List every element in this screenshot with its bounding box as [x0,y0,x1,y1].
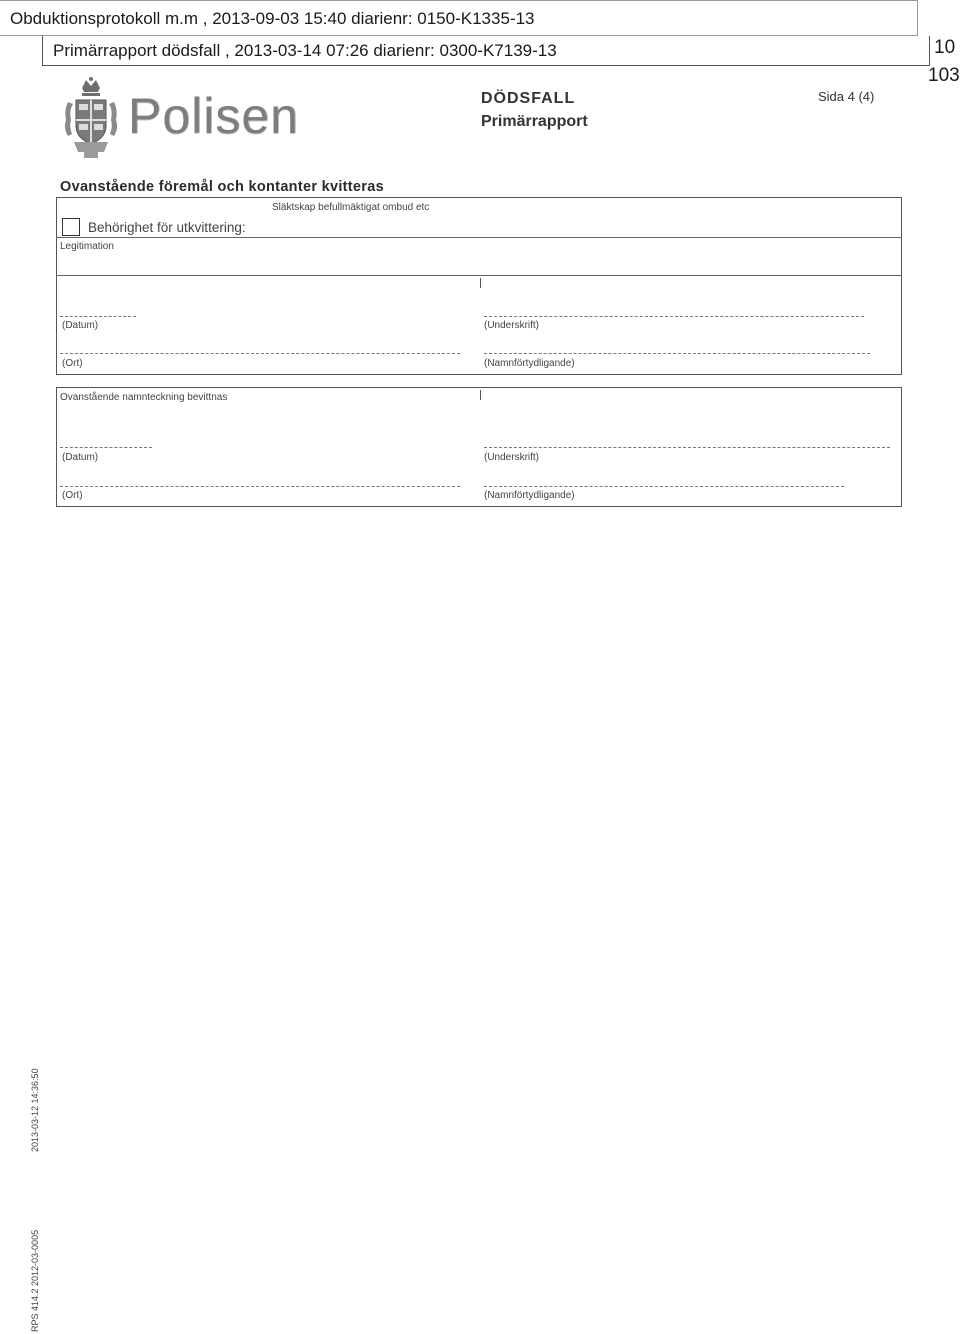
signature-line [484,316,864,317]
receipt-name-label: (Namnförtydligande) [484,358,575,369]
divider [480,278,481,288]
divider [56,237,902,238]
witness-date-label: (Datum) [62,452,99,463]
police-crest-icon [60,76,122,160]
page-indicator: Sida 4 (4) [818,89,875,104]
document-header-report: Primärrapport dödsfall , 2013-03-14 07:26 diarienr: 0300-K7139-13 [42,36,930,66]
place-signature-line [60,486,460,487]
receipt-signature-label: (Underskrift) [484,320,540,331]
margin-timestamp: 2013-03-12 14:36:50 [30,1068,40,1152]
authority-checkbox[interactable] [62,218,80,236]
document-subtitle: Primärrapport [481,113,588,130]
authority-hint: Släktskap befullmäktigat ombud etc [272,202,430,213]
witness-signature-label: (Underskrift) [484,452,540,463]
polisen-logo-text: Polisen [128,88,299,144]
date-signature-line [60,447,152,448]
document-type: DÖDSFALL [481,90,576,107]
receipt-place-label: (Ort) [62,358,83,369]
witness-name-label: (Namnförtydligande) [484,490,575,501]
id-label: Legitimation [60,241,114,252]
date-signature-line [60,316,136,317]
divider [480,390,481,400]
place-signature-line [60,353,460,354]
receipt-date-label: (Datum) [62,320,99,331]
divider [56,275,902,276]
receipt-section-title: Ovanstående föremål och kontanter kvitteras [60,179,384,195]
witness-section-title: Ovanstående namnteckning bevittnas [60,392,228,403]
name-signature-line [484,486,844,487]
page-number-secondary: 103 [928,65,960,86]
signature-line [484,447,890,448]
margin-form-code: RPS 414.2 2012-03-0005 [30,1229,40,1332]
name-signature-line [484,353,870,354]
witness-place-label: (Ort) [62,490,83,501]
authority-label: Behörighet för utkvittering: [88,220,246,235]
document-header-protocol: Obduktionsprotokoll m.m , 2013-09-03 15:40 diarienr: 0150-K1335-13 [0,0,918,36]
page-number-primary: 10 [934,37,956,58]
